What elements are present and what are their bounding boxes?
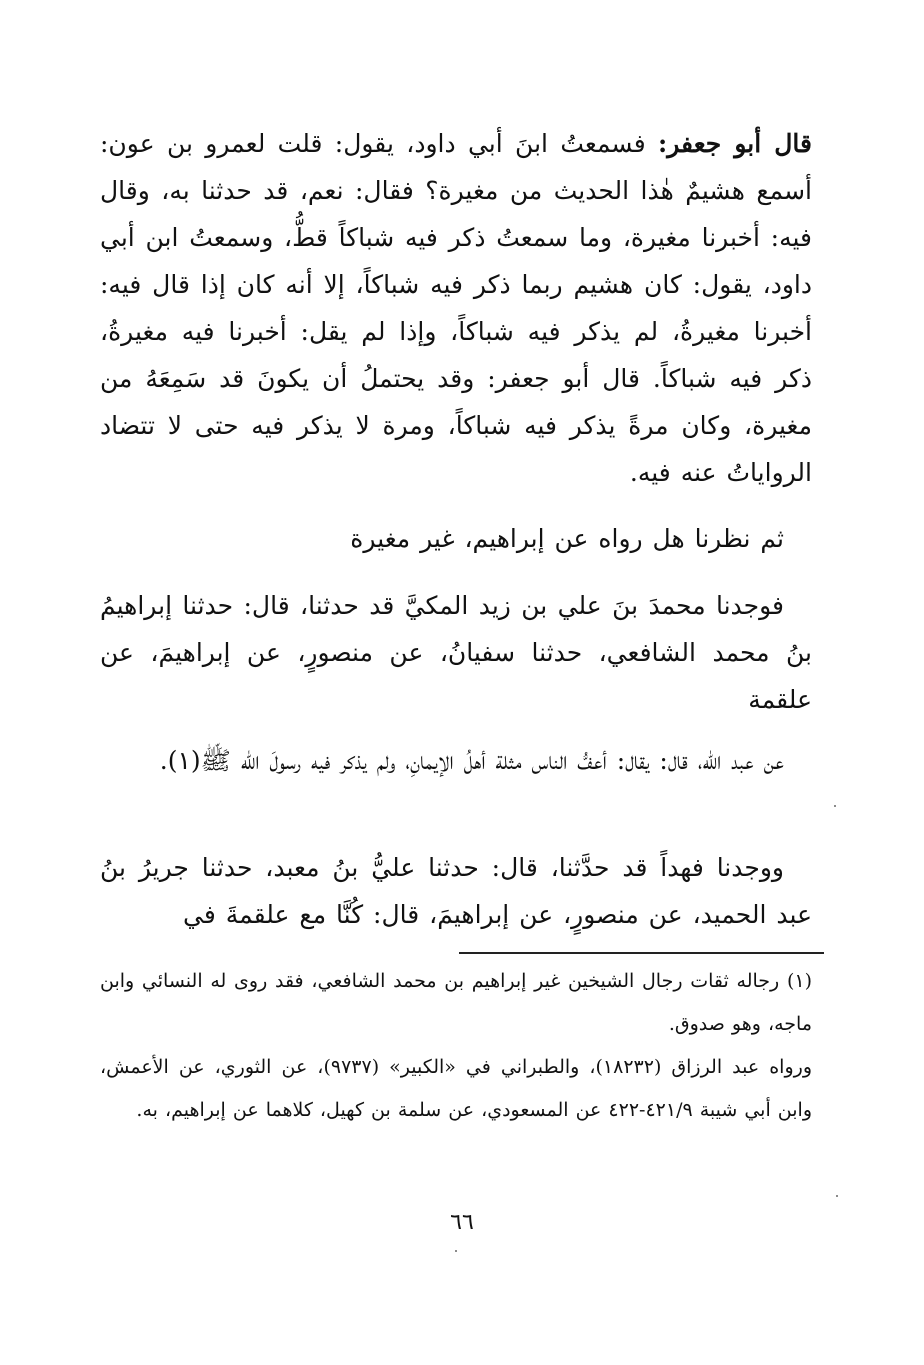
footnotes — [100, 960, 812, 1132]
paragraph-1-text: فسمعتُ ابنَ أبي داود، يقول: قلت لعمرو بن عون: أسمع هشيمٌ هٰذا الحديث من مغيرة؟ فقال: نعم، قد حدثنا به، وقال فيه: أخبرنا مغيرة، وما سمعتُ ذكر فيه شباكاً قطُّ، وسمعتُ ابن أبي داود، يقول: كان هشيم ربما ذكر فيه شباكاً، إلا أنه كان إذا قال فيه: أخبرنا مغيرةُ، لم يذكر فيه شباكاً، وإذا لم يقل: أخبرنا فيه مغيرةُ، ذكر فيه شباكاً. قال أبو جعفر: وقد يحتملُ أن يكونَ قد سَمِعَهُ من مغيرة، وكان مرةً يذكر فيه شباكاً، ومرة لا يذكر فيه حتى لا تتضاد الرواياتُ عنه فيه. — [100, 129, 812, 487]
scan-speck — [834, 805, 836, 807]
paragraph-3-text: فوجدنا محمدَ بنَ علي بن زيد المكيَّ قد حدثنا، قال: حدثنا إبراهيمُ بنُ محمد الشافعي، حدثنا سفيانُ، عن منصورٍ، عن إبراهيمَ، عن علقمة — [100, 591, 812, 714]
scan-speck — [455, 1250, 457, 1252]
paragraph-5 — [100, 844, 812, 938]
scan-speck — [836, 1195, 838, 1197]
footnote-2: ورواه عبد الرزاق (١٨٢٣٢)، والطبراني في «الكبير» (٩٧٣٧)، عن الثوري، عن الأعمش، وابن أبي شيبة ٤٢١/٩-٤٢٢ عن المسعودي، عن سلمة بن كهيل، كلاهما عن إبراهيم، به. — [100, 1056, 812, 1121]
footnote-separator — [459, 952, 824, 954]
paragraph-2-text: ثم نظرنا هل رواه عن إبراهيم، غير مغيرة — [350, 524, 784, 553]
page-number: ٦٦ — [450, 1210, 474, 1235]
paragraph-4 — [100, 737, 812, 784]
paragraph-4-text: عن عبد الله، قال: يقال: أعفُّ الناس مثلة أهلُ الإيمانِ، ولم يذكر فيه رسولَ الله ﷺ(١). — [159, 746, 784, 775]
paragraph-2 — [100, 515, 812, 562]
speaker-lead: قال أبو جعفر: — [658, 129, 812, 158]
paragraph-3 — [100, 582, 812, 723]
paragraph-1 — [100, 120, 812, 496]
paragraph-5-text: ووجدنا فهداً قد حدَّثنا، قال: حدثنا عليُّ بنُ معبد، حدثنا جريرُ بنُ عبد الحميد، عن منصورٍ، عن إبراهيمَ، قال: كُنَّا مع علقمةَ في — [100, 853, 812, 929]
footnote-1: (١) رجاله ثقات رجال الشيخين غير إبراهيم بن محمد الشافعي، فقد روى له النسائي وابن ماجه، وهو صدوق. — [100, 970, 812, 1035]
